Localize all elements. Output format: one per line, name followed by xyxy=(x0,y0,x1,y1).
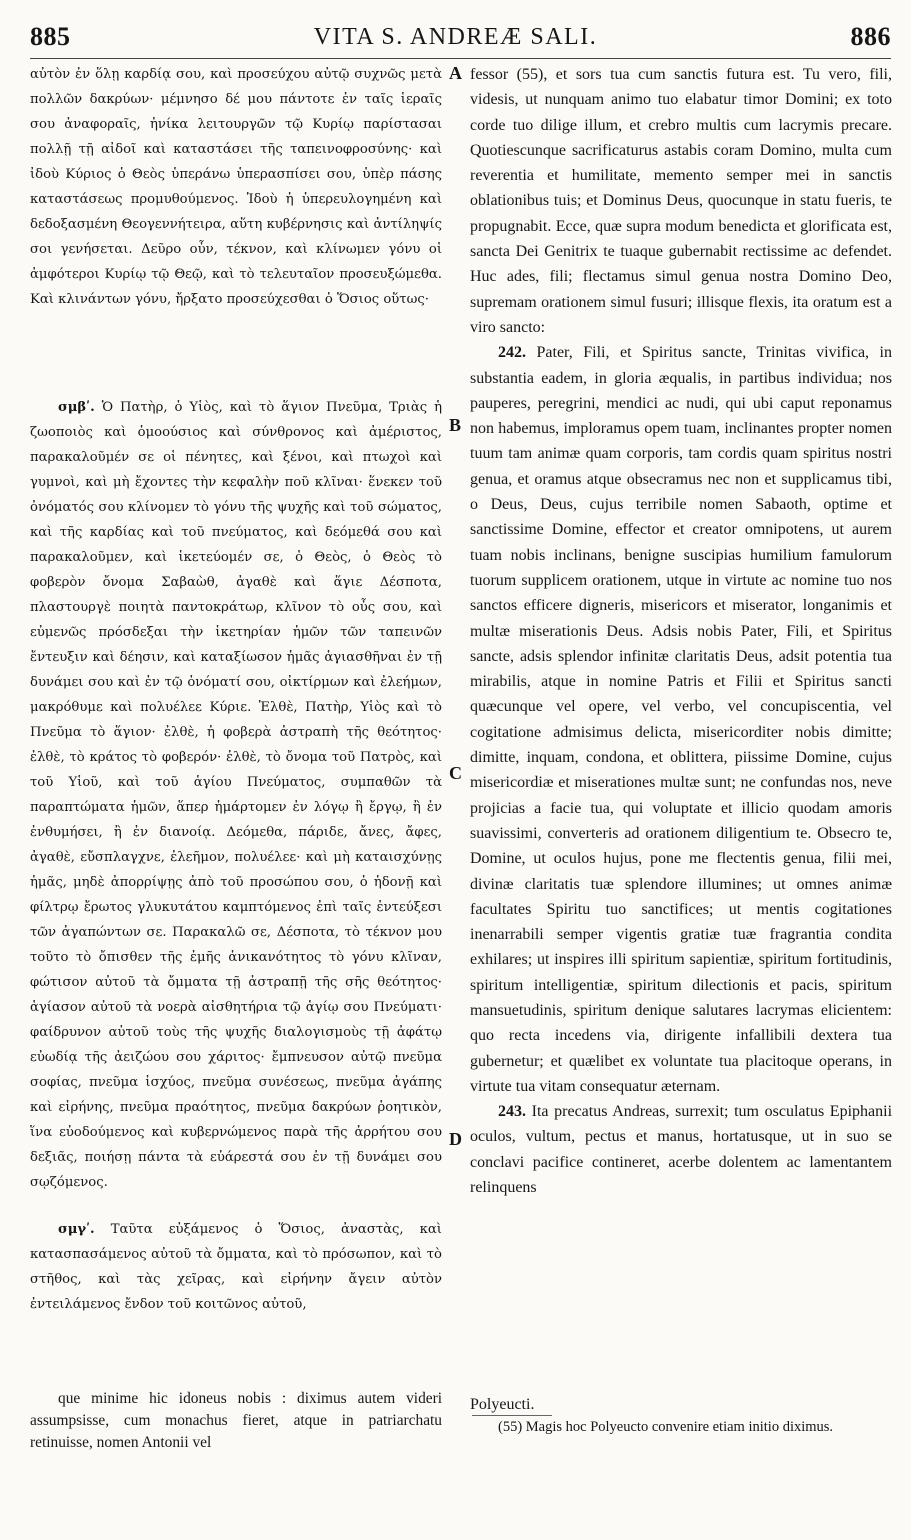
latin-note-continuation xyxy=(30,1388,442,1454)
greek-section-number-243: σμγʹ. xyxy=(58,1222,95,1237)
latin-body xyxy=(470,62,892,1200)
greek-text-3: Ταῦτα εὐξάμενος ὁ Ὅσιος, ἀναστὰς, καὶ κατασπασάμενος αὐτοῦ τὰ ὄμματα, καὶ τὸ πρόσωπον, καὶ τὸ στῆθος, καὶ τὰς χεῖρας, καὶ εἰρήνην ἄγειν αὐτὸν ἐντειλάμενος ἔνδον τοῦ κοιτῶνος αὐτοῦ, xyxy=(30,1222,442,1312)
margin-letter-d: D xyxy=(449,1129,462,1149)
latin-text-1: fessor (55), et sors tua cum sanctis futura est. Tu vero, fili, videsis, ut nunquam animo tuo elabatur timor Domini; ex toto corde tuo dilige illum, et crebro multis cum lacrymis precare. Quotiescunque sacrificaturus astabis coram Domino, multa cum reverentia et humilitate, memento semper mei in sanctis oblationibus tuis; et Dominus Deus, quocunque in statu fueris, te propugnabit. Ecce, quæ supra modum benedicta et glorificata est, sancta Dei Genitrix te tuaque gubernabit rectissime ac defendet. Huc ades, fili; flectamus simul genua nostra Domino Deo, supremam orationem simul fusuri; illisque flexis, ita oratum est a viro sancto: xyxy=(470,66,892,336)
greek-paragraph-2 xyxy=(30,395,442,1195)
header-rule xyxy=(30,58,891,59)
greek-paragraph-1 xyxy=(30,62,442,312)
footnote-rule xyxy=(472,1415,552,1416)
greek-paragraph-3 xyxy=(30,1217,442,1317)
note-text: que minime hic idoneus nobis : diximus autem videri assumpsisse, cum monachus fieret, atque in patriarchatu retinuisse, nomen Antonii vel xyxy=(30,1390,442,1451)
greek-text-1: αὐτὸν ἐν ὅλῃ καρδίᾳ σου, καὶ προσεύχου αὐτῷ συχνῶς μετὰ πολλῶν δακρύων· μέμνησο δέ μου πάντοτε ἐν ταῖς ἱεραῖς σου ἀναφοραῖς, ἡνίκα λειτουργῶν τῷ Κυρίῳ παρίστασαι πολλῇ τῇ αἰδοῖ καὶ καταστάσει τῆς ταπεινοφροσύνης· καὶ ἰδοὺ Κύριος ὁ Θεὸς ὑπεράνω ὑπερασπίσει σου, ὑπὲρ πάσης καταστάσεως προμυθούμενος. Ἰδοὺ ἡ ὑπερευλογημένη καὶ δεδοξασμένη Θεογεννήτειρα, αὕτη κυβέρνησις καὶ ἀντίληψίς σοι γενήσεται. Δεῦρο οὖν, τέκνον, καὶ κλίνωμεν γόνυ οἱ ἀμφότεροι Κυρίῳ τῷ Θεῷ, καὶ τὸ τελευταῖον προσευξώμεθα. Καὶ κλινάντων γόνυ, ἤρξατο προσεύχεσθαι ὁ Ὅσιος οὕτως· xyxy=(30,67,442,307)
running-title: VITA S. ANDREÆ SALI. xyxy=(313,24,598,50)
page-number-left: 885 xyxy=(30,22,71,51)
footnote xyxy=(470,1417,892,1437)
note-name-continuation xyxy=(470,1392,892,1417)
page-number-right: 886 xyxy=(850,22,891,51)
note-name: Polyeucti. xyxy=(470,1396,535,1413)
margin-letter-c: C xyxy=(449,763,462,783)
page-header xyxy=(0,0,911,52)
footnote-text: (55) Magis hoc Polyeucto convenire etiam initio diximus. xyxy=(498,1419,834,1435)
latin-text-3: Ita precatus Andreas, surrexit; tum osculatus Epiphanii oculos, vultum, pectus et manus, hortatusque, ut in suo se conclavi pacifice contineret, acerbe dolentem ac lamentantem relinquens xyxy=(470,1103,893,1197)
margin-letter-a: A xyxy=(449,63,462,83)
greek-section-number-242: σμβʹ. xyxy=(58,400,95,415)
greek-text-2: Ὁ Πατὴρ, ὁ Υἱὸς, καὶ τὸ ἅγιον Πνεῦμα, Τριὰς ἡ ζωοποιὸς καὶ ὁμοούσιος καὶ σύνθρονος καὶ ἀμέριστος, παρακαλοῦμέν σε οἱ πένητες, καὶ ξένοι, καὶ πτωχοὶ καὶ γυμνοὶ, καὶ μὴ ἔχοντες τὴν κεφαλὴν ποῦ κλῖναι· ἕνεκεν τοῦ ὀνόματός σου κλίνομεν τὸ γόνυ τῆς ψυχῆς καὶ τοῦ σώματος, καὶ τῆς καρδίας καὶ τοῦ πνεύματος, καὶ δεόμεθά σου καὶ παρακαλοῦμεν, καὶ ἱκετεύομέν σε, ὁ Θεὸς, ὁ Θεὸς τὸ φοβερὸν ὄνομα Σαβαὼθ, ἀγαθὲ καὶ ἅγιε Δέσποτα, πλαστουργὲ ποιητὰ παντοκράτωρ, κλῖνον τὸ οὖς σου, καὶ εὐμενῶς πρόσδεξαι τὴν ἱκετηρίαν ἡμῶν τῶν ταπεινῶν ἔντευξιν καὶ δέησιν, καὶ καταξίωσον ἡμᾶς ἁγιασθῆναι ἐν τῇ δυνάμει σου καὶ ἐν τῷ ὀνόματί σου, οἰκτίρμων καὶ ἐλεήμων, μακρόθυμε καὶ πολυέλεε Κύριε. Ἐλθὲ, Πατὴρ, Υἱὸς καὶ τὸ Πνεῦμα τὸ ἅγιον· ἐλθὲ, ἡ φοβερὰ ἀστραπὴ τῆς θεότητος· ἐλθὲ, τὸ κράτος τὸ φοβερόν· ἐλθὲ, τὸ ὄνομα τοῦ Πατρὸς, καὶ τοῦ Υἱοῦ, καὶ τοῦ ἁγίου Πνεύματος, συμπαθῶν τὰ παραπτώματα ἡμῶν, ἅπερ ἡμάρτομεν ἐν λόγῳ ἢ ἔργῳ, ἢ ἐν ἐνθυμήσει, ἢ ἐν διανοίᾳ. Δεόμεθα, πάριδε, ἄνες, ἄφες, ἀγαθὲ, εὔσπλαγχνε, ἐλεῆμον, πολυέλεε· καὶ μὴ καταισχύνῃς ἡμᾶς, μηδὲ ἀπορρίψῃς ἀπὸ τοῦ προσώπου σου, ὁ ἡδονῇ καὶ φίλτρῳ ἔρωτος γλυκυτάτου καμπτόμενος ἐπὶ ταῖς ἐντεύξεσι τῶν ἀγαπώντων σε. Παρακαλῶ σε, Δέσποτα, τὸ τέκνον μου τοῦτο τὸ ὄπισθεν τῆς ἐμῆς ἀνικανότητος τὸ γόνυ κλῖναν, φώτισον αὐτοῦ τὰ ὄμματα τῇ ἀστραπῇ τῆς σῆς θεότητος· ἁγίασον αὐτοῦ τὰ νοερὰ αἰσθητήρια τῷ ἁγίῳ σου Πνεύματι· φαίδρυνον αὐτοῦ τοὺς τῆς ψυχῆς διαλογισμοὺς τῇ ἀφάτῳ εὐωδίᾳ τῆς ἀειζώου σου χάριτος· ἔμπνευσον αὐτῷ πνεῦμα σοφίας, πνεῦμα ἰσχύος, πνεῦμα συνέσεως, πνεῦμα ἀγάπης καὶ εἰρήνης, πνεῦμα πραότητος, πνεῦμα δακρύων ῥοητικὸν, ἵνα εὐοδούμενος καὶ κυβερνώμενος παρὰ τῆς ἀρρήτου σου δεξιᾶς, ποιήσῃ πάντα τὰ εὐάρεστά σου ἐν τῇ δυνάμει σου σῳζόμενος. xyxy=(30,400,442,1190)
latin-section-number-243: 243. xyxy=(498,1103,526,1121)
latin-section-number-242: 242. xyxy=(498,344,526,362)
latin-text-2: Pater, Fili, et Spiritus sancte, Trinitas vivifica, in substantia eadem, in gloria æqualis, in partibus individua; nos pauperes, peregrini, mendici ac nudi, qui ubi caput reponamus non habemus, imploramus opem tuam, inclinantes propter nomen tuum tam animæ quam corporis, tam cordis quam spiritus nostri genua, et oramus atque obsecramus nec non et supplicamus tibi, o Deus, Deus, cujus terribile nomen Sabaoth, optime et sanctissime Domine, effector et creator omnipotens, ut aurem tuam nobis inclinans, benigne suscipias humilium famulorum tuorum supplicem orationem, utque in virtute ac nomine tuo nos sanctos efficere digneris, misericors et miserator, longanimis et multæ miserationis Deus. Adsis nobis Pater, Fili, et Spiritus sancte, adsis splendor infinitæ claritatis Deus, adsit potentia tua mirabilis, atque in nomine Patris et Filii et Spiritus sancti quæcunque vel opere, vel verbo, vel concupiscentia, vel cogitatione admisimus delicta, misericorditer nobis dimitte; dimitte, inquam, condona, et oblittera, piissime Domine, cujus misericordiæ et miserationes multæ sunt; ne confundas nos, neve projicias a facie tua, qui voluptate et illicio quodam amoris suavissimi, converteris ad orationem diligentium te. Obsecro te, Domine, ut oculos hujus, pone me flectentis genua, filii mei, divinæ claritatis tuæ splendore illumines; ut omnes animæ facultates Spiritu tuo sanctifices; ut mentis cogitationes inenarrabili semper vigentis gratiæ tuæ fragrantia condita exhilares; ut inspires illi spiritum sapientiæ, spiritum fortitudinis, spiritum intelligentiæ, spiritum dilectionis et pacis, spiritum mansuetudinis, spiritum denique salutares lacrymas elicientem: quo recta incedens via, dirigente infallibili dextera tua gubernetur; et quælibet ex voluntate tua placitoque operans, in virtute tua vitam consequatur æternam. xyxy=(470,344,892,1095)
margin-letter-b: B xyxy=(449,415,462,435)
